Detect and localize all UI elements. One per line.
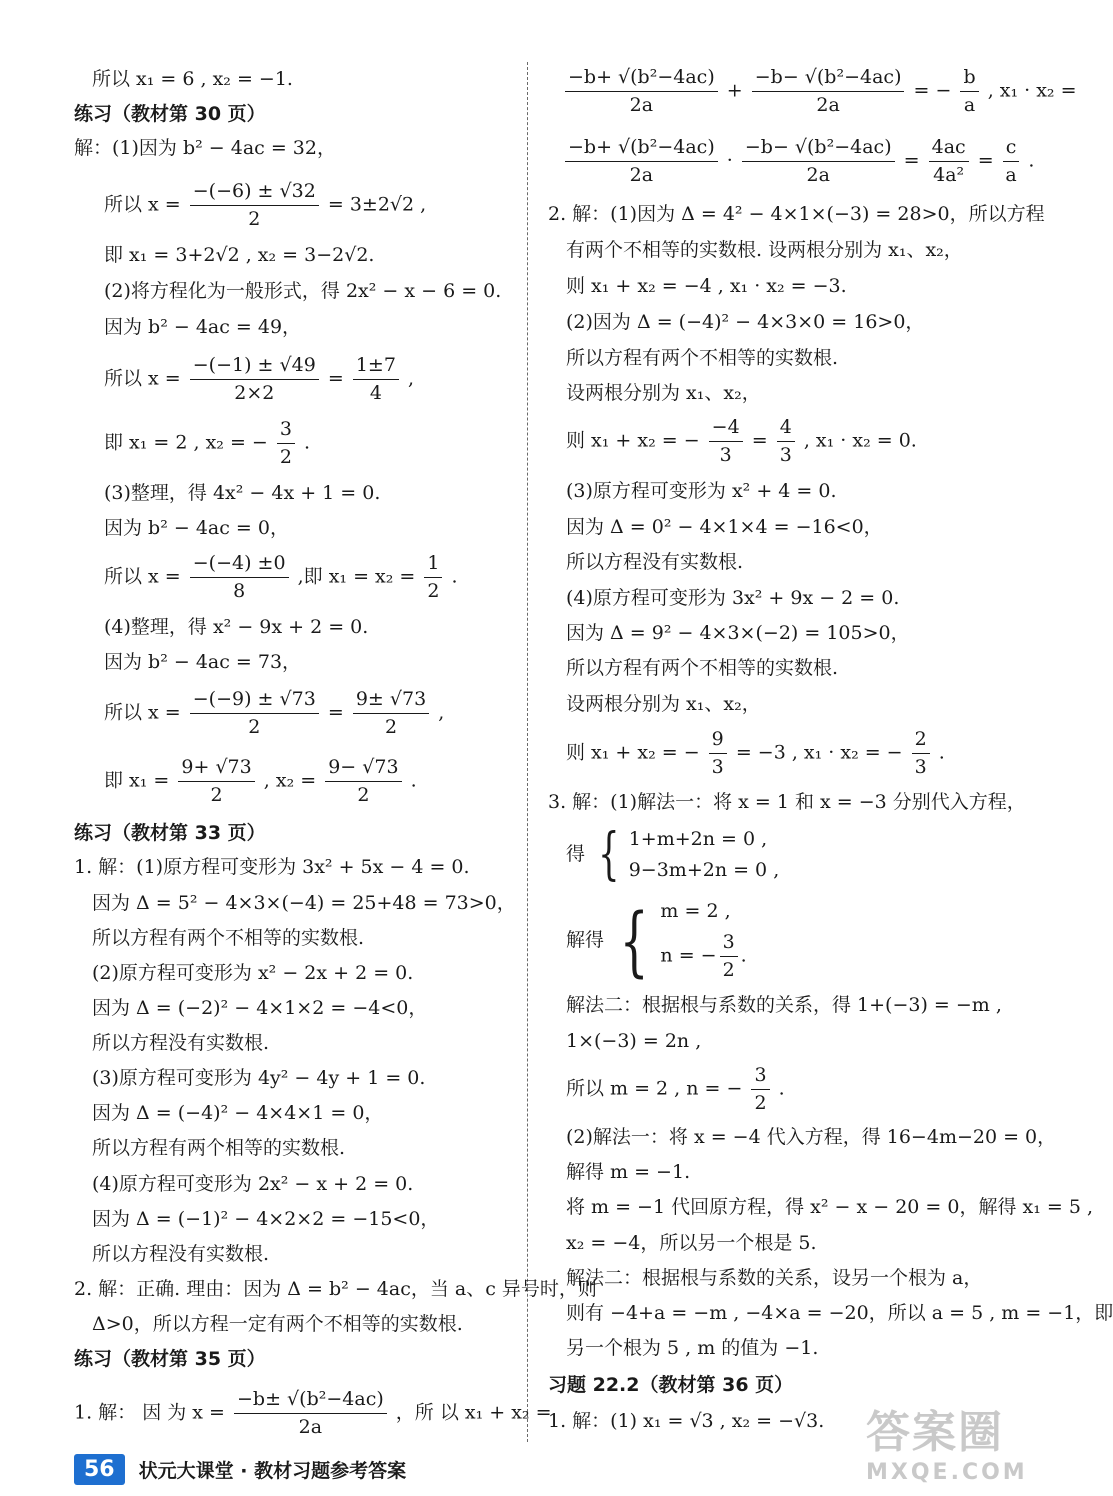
formula-text: 得: [566, 843, 586, 865]
watermark-url: MXQE.COM: [866, 1460, 1028, 1485]
fraction: [565, 68, 718, 115]
numerator: 3: [751, 1066, 769, 1090]
formula-text: .: [778, 1077, 785, 1100]
formula-text: = −3 , x₁ · x₂ = −: [735, 741, 903, 764]
numerator: c: [1003, 138, 1020, 162]
fraction: [234, 1390, 387, 1437]
formula-text: n = −: [660, 944, 717, 967]
fraction: [751, 1066, 769, 1113]
formula-line: [104, 356, 414, 403]
text-line: 另一个根为 5 , m 的值为 −1.: [566, 1337, 819, 1359]
fraction: [190, 356, 319, 403]
numerator: −(−6) ± √32: [190, 182, 319, 206]
text-line: (3)原方程可变形为 x² + 4 = 0.: [566, 480, 837, 502]
text-line: 解法二：根据根与系数的关系，得 1+(−3) = −m ,: [566, 994, 1002, 1016]
numerator: 3: [720, 933, 738, 957]
denominator: a: [963, 94, 976, 116]
formula-text: = −: [913, 79, 952, 102]
numerator: b: [960, 68, 978, 92]
numerator: 9− √73: [325, 758, 401, 782]
text-line: (3)原方程可变形为 4y² − 4y + 1 = 0.: [92, 1067, 426, 1089]
text-line: 所以方程有两个不相等的实数根.: [92, 927, 365, 949]
formula-line: [562, 68, 1077, 115]
denominator: 8: [233, 580, 246, 602]
fraction: [1003, 138, 1020, 185]
formula-text: .: [304, 431, 311, 454]
formula-text: , x₁ · x₂ = 0.: [803, 429, 917, 452]
denominator: 2: [210, 784, 223, 806]
numerator: 4ac: [929, 138, 969, 162]
formula-text: ,: [407, 367, 415, 390]
fraction: [912, 730, 930, 777]
denominator: a: [1005, 164, 1017, 186]
denominator: 2: [279, 446, 292, 468]
text-line: x₂ = −4，所以另一个根是 5.: [566, 1232, 817, 1254]
formula-text: =: [751, 429, 768, 452]
denominator: 2: [754, 1092, 767, 1114]
column-divider: [527, 62, 528, 1442]
formula-text: 则 x₁ + x₂ = −: [566, 741, 700, 764]
numerator: −(−9) ± √73: [190, 690, 319, 714]
footer-title: 状元大课堂 · 教材习题参考答案: [138, 1459, 407, 1482]
denominator: 2×2: [234, 382, 275, 404]
section-heading: 练习（教材第 30 页）: [74, 103, 266, 125]
text-line: 因为 b² − 4ac = 73，: [104, 651, 302, 673]
text-line: (2)因为 Δ = (−4)² − 4×3×0 = 16>0，: [566, 311, 925, 333]
text-line: (2)原方程可变形为 x² − 2x + 2 = 0.: [92, 962, 414, 984]
denominator: 3: [719, 444, 732, 466]
denominator: 4a²: [933, 164, 965, 186]
text-line: 因为 Δ = 9² − 4×3×(−2) = 105>0，: [566, 622, 910, 644]
formula-text: 则 x₁ + x₂ = −: [566, 429, 700, 452]
formula-line: [104, 758, 417, 805]
watermark-text: 答案圈: [866, 1407, 1004, 1458]
text-line: 因为 b² − 4ac = 0，: [104, 517, 289, 539]
formula-text: +: [726, 79, 743, 102]
formula-text: .: [938, 741, 945, 764]
formula-text: .: [451, 565, 458, 588]
formula-text: ·: [726, 149, 733, 172]
denominator: 2a: [629, 94, 654, 116]
formula-text: .: [1028, 149, 1035, 172]
formula-text: 所以 x =: [104, 193, 181, 216]
text-line: 2. 解：(1)因为 Δ = 4² − 4×1×(−3) = 28>0，所以方程: [548, 203, 1045, 225]
text-line: (4)原方程可变形为 3x² + 9x − 2 = 0.: [566, 587, 900, 609]
text-line: 1. 解：(1) x₁ = √3 , x₂ = −√3.: [548, 1410, 825, 1432]
formula-text: 解得: [566, 929, 605, 951]
text-line: 因为 Δ = (−1)² − 4×2×2 = −15<0，: [92, 1208, 440, 1230]
fraction: [353, 690, 429, 737]
formula-text: =: [327, 367, 344, 390]
formula-text: ，所 以 x₁ + x₂ =: [395, 1401, 552, 1424]
formula-text: 即 x₁ = 2 , x₂ = −: [104, 431, 268, 454]
numerator: 4: [777, 418, 795, 442]
denominator: 2: [357, 784, 370, 806]
text-line: 2. 解：正确. 理由：因为 Δ = b² − 4ac，当 a、c 异号时，则: [74, 1278, 597, 1300]
numerator: −(−4) ±0: [190, 554, 289, 578]
text-line: 所以方程没有实数根.: [92, 1243, 270, 1265]
text-line: 因为 Δ = (−2)² − 4×1×2 = −4<0，: [92, 997, 428, 1019]
numerator: 2: [912, 730, 930, 754]
text-line: (2)解法一：将 x = −4 代入方程，得 16−4m−20 = 0，: [566, 1126, 1057, 1148]
fraction: [190, 182, 319, 229]
numerator: −b± √(b²−4ac): [234, 1390, 387, 1414]
section-heading: 习题 22.2（教材第 36 页）: [548, 1374, 794, 1396]
brace-system: [591, 824, 779, 886]
fraction: [277, 420, 295, 467]
fraction: [565, 138, 718, 185]
numerator: 9+ √73: [178, 758, 254, 782]
brace-system: [610, 896, 747, 986]
formula-text: =: [327, 701, 344, 724]
formula-text: ,: [438, 701, 445, 724]
text-line: 所以方程有两个相等的实数根.: [92, 1137, 346, 1159]
formula-text: =: [903, 149, 920, 172]
equation-system: [566, 896, 747, 986]
text-line: 3. 解：(1)解法一：将 x = 1 和 x = −3 分别代入方程，: [548, 791, 1026, 813]
fraction: [190, 554, 289, 601]
formula-text: 即 x₁ =: [104, 769, 170, 792]
watermark-logo: [866, 1396, 1028, 1486]
formula-text: , x₂ =: [263, 769, 317, 792]
brace: {: [598, 822, 620, 887]
formula-text: 所以 x =: [104, 565, 181, 588]
text-line: (4)原方程可变形为 2x² − x + 2 = 0.: [92, 1173, 414, 1195]
text-line: 因为 Δ = 5² − 4×3×(−4) = 25+48 = 73>0，: [92, 892, 516, 914]
text-line: 所以方程有两个不相等的实数根.: [566, 347, 839, 369]
text-line: Δ>0，所以方程一定有两个不相等的实数根.: [92, 1313, 463, 1335]
text-line: 所以方程没有实数根.: [92, 1032, 270, 1054]
formula-text: 所以 x =: [104, 367, 181, 390]
text-line: 解得 m = −1.: [566, 1161, 691, 1183]
formula-text: =: [977, 149, 994, 172]
numerator: −b− √(b²−4ac): [742, 138, 895, 162]
text-line: 所以方程有两个不相等的实数根.: [566, 657, 839, 679]
page-footer: [74, 1452, 406, 1486]
denominator: 3: [779, 444, 792, 466]
denominator: 2a: [629, 164, 654, 186]
formula-text: = 3±2√2 ,: [327, 193, 427, 216]
fraction: [752, 68, 905, 115]
formula-line: [566, 418, 917, 465]
formula-text: ,即 x₁ = x₂ =: [297, 565, 416, 588]
fraction: [720, 933, 738, 980]
numerator: −4: [709, 418, 743, 442]
formula-text: 所以 m = 2 , n = −: [566, 1077, 743, 1100]
denominator: 2: [384, 716, 398, 738]
system-row: m = 2 ,: [660, 900, 731, 922]
formula-line: [104, 182, 426, 229]
denominator: 3: [914, 756, 927, 778]
section-heading: 练习（教材第 35 页）: [74, 1348, 266, 1370]
denominator: 2a: [298, 1416, 323, 1438]
formula-text: 1. 解： 因 为 x =: [74, 1401, 225, 1424]
fraction: [742, 138, 895, 185]
page-number-badge: 56: [74, 1454, 125, 1485]
numerator: −(−1) ± √49: [190, 356, 319, 380]
formula-text: , x₁ · x₂ =: [987, 79, 1077, 102]
text-line: 则有 −4+a = −m , −4×a = −20，所以 a = 5 , m = −1，即: [566, 1302, 1113, 1324]
formula-line: [562, 138, 1034, 185]
numerator: −b+ √(b²−4ac): [565, 68, 718, 92]
numerator: 9: [709, 730, 727, 754]
text-line: (2)将方程化为一般形式，得 2x² − x − 6 = 0.: [104, 280, 502, 302]
denominator: 2a: [806, 164, 830, 186]
text-line: 则 x₁ + x₂ = −4 , x₁ · x₂ = −3.: [566, 275, 847, 297]
numerator: −b− √(b²−4ac): [752, 68, 905, 92]
numerator: −b+ √(b²−4ac): [565, 138, 718, 162]
text-line: 设两根分别为 x₁、x₂，: [566, 382, 761, 404]
numerator: 1: [424, 554, 442, 578]
numerator: 9± √73: [353, 690, 429, 714]
numerator: 3: [277, 420, 295, 444]
text-line: 所以方程没有实数根.: [566, 551, 744, 573]
fraction: [709, 418, 743, 465]
numerator: 1±7: [353, 356, 399, 380]
text-line: (3)整理，得 4x² − 4x + 1 = 0.: [104, 482, 381, 504]
denominator: 4: [369, 382, 382, 404]
brace: {: [619, 896, 649, 985]
denominator: 2: [248, 208, 261, 230]
denominator: 2: [722, 959, 735, 981]
fraction: [325, 758, 401, 805]
text-line: 解：(1)因为 b² − 4ac = 32，: [74, 137, 336, 159]
formula-line: [74, 1390, 552, 1437]
equation-system: [566, 824, 779, 886]
formula-line: [104, 690, 444, 737]
text-line: 因为 Δ = (−4)² − 4×4×1 = 0，: [92, 1102, 384, 1124]
text-line: 1. 解：(1)原方程可变形为 3x² + 5x − 4 = 0.: [74, 856, 470, 878]
denominator: 2: [248, 716, 261, 738]
text-line: 即 x₁ = 3+2√2 , x₂ = 3−2√2.: [104, 244, 375, 266]
text-line: (4)整理，得 x² − 9x + 2 = 0.: [104, 616, 369, 638]
system-row: 1+m+2n = 0 ,: [628, 828, 768, 850]
text-line: 有两个不相等的实数根. 设两根分别为 x₁、x₂，: [566, 239, 963, 261]
fraction: [960, 68, 978, 115]
fraction: [190, 690, 319, 737]
text-line: 将 m = −1 代回原方程，得 x² − x − 20 = 0，解得 x₁ = 5 ,: [566, 1196, 1093, 1218]
text-line: 因为 Δ = 0² − 4×1×4 = −16<0，: [566, 516, 883, 538]
text-line: 设两根分别为 x₁、x₂，: [566, 693, 761, 715]
text-line: 1×(−3) = 2n ,: [566, 1030, 702, 1052]
fraction: [353, 356, 399, 403]
text-line: 解法二：根据根与系数的关系，设另一个根为 a，: [566, 1267, 983, 1289]
denominator: 2a: [816, 94, 840, 116]
text-line: 因为 b² − 4ac = 49，: [104, 316, 302, 338]
formula-text: .: [740, 944, 747, 967]
text-line: 所以 x₁ = 6 , x₂ = −1.: [92, 68, 293, 90]
formula-line: [104, 554, 458, 601]
denominator: 2: [427, 580, 440, 602]
formula-line: [566, 1066, 785, 1113]
section-heading: 练习（教材第 33 页）: [74, 822, 266, 844]
formula-text: 所以 x =: [104, 701, 181, 724]
formula-line: [566, 730, 945, 777]
denominator: 3: [711, 756, 724, 778]
fraction: [178, 758, 254, 805]
system-row: 9−3m+2n = 0 ,: [628, 859, 780, 881]
system-row: [660, 927, 746, 986]
fraction: [777, 418, 795, 465]
fraction: [424, 554, 442, 601]
fraction: [709, 730, 727, 777]
formula-line: [104, 420, 310, 467]
formula-text: .: [410, 769, 417, 792]
fraction: [929, 138, 969, 185]
